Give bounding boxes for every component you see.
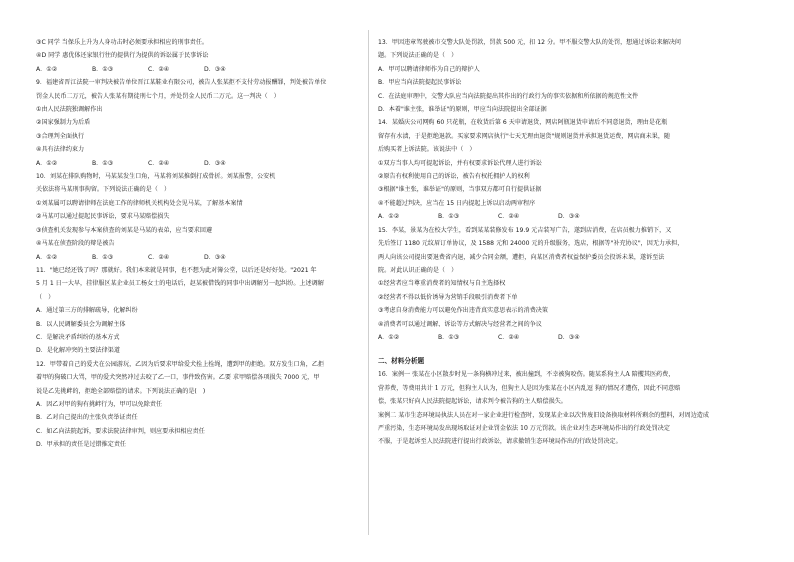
question-text: 14．某婚庆公司网购 60 只花瓶，在收货后第 6 天申请退货，网店阿瓶退货申请后不同意退货，理由是花瓶: [378, 119, 668, 127]
section-title: 二、材料分析题: [378, 357, 425, 366]
statement: ④消费者可以通过调解、诉讼等方式解决与经营者之间的争议: [378, 320, 542, 328]
question-text: 11．"她已经还钱了吗？那就好。我们本来就是同事，也不想为此对簿公堂，以后还是好好处。"2021 年: [36, 266, 317, 274]
option: B．乙对自己提出的主张负责举证责任: [36, 414, 138, 422]
option: D．本着"谁主张，谁举证"的原则，甲应当向法院提出全部证据: [378, 106, 547, 114]
question-12: [36, 358, 396, 452]
question-text: 留存有水渍，于是拒绝退款。买家要求网店执行"七天无理由退货"规则退货并承担退货运费，网店商未果，随: [378, 132, 671, 140]
text-line: ④D 同学 惠优体还家银行往的提供行为提供的诉讼属于民事诉讼: [36, 52, 209, 60]
left-column: [36, 36, 396, 452]
question-text: 题。下列说法正确的是（ ）: [378, 52, 458, 60]
question-11: [36, 264, 396, 358]
statement: ④马某在侦查阶段的辩是被告: [36, 240, 115, 248]
question-text: 院。对此认识正确的是（ ）: [378, 266, 458, 274]
option: C．②④: [148, 253, 170, 261]
answer-options: [378, 210, 760, 223]
option: D．③④: [204, 253, 226, 261]
statement: ①双方当事人均可提起诉讼，并有权要求诉讼代理人进行诉讼: [378, 159, 542, 167]
material-text: 16．案例一 张某在小区散步时见一条狗横冲过来，被出撞到，不幸被狗咬伤。随某系狗主人A 陪攫其医药费，: [378, 371, 675, 379]
option: B．①③: [92, 159, 114, 167]
question-text: （ ）: [36, 293, 55, 301]
question-15: [378, 224, 760, 345]
option: B．①③: [92, 253, 114, 261]
statement: ③考虑自身消费能力可以避免作出违背真实意思表示的消费决策: [378, 307, 548, 315]
statement: ②原告有权利使用自己的诉讼，被告有权托拥护人的权利: [378, 173, 530, 181]
statement: ②国家强制力为后盾: [36, 119, 91, 127]
statement: ①由人民法院独调解作出: [36, 106, 103, 114]
option: C．如乙向法院起诉，要求法院法律审判，则应要承担相应责任: [36, 427, 205, 435]
right-column: [378, 36, 760, 449]
option: D．③④: [558, 333, 580, 341]
material-text: 偿，张某只好向人民法院提起诉讼，请求判令被告狗的主人赔偿损失。: [378, 398, 567, 406]
option: D．甲承担的责任是过错推定责任: [36, 441, 127, 449]
material-text: 营养费，等费用共计 1 万元，但狗主人认为，但狗主人是因为张某在小区内乱逗 狗的情况才遭伤，因此不同意赔: [378, 384, 681, 392]
question-9: [36, 76, 396, 170]
option: D．③④: [558, 213, 580, 221]
statement: ②经营者不得以低价诱导为营销手段吸引消费者下单: [378, 293, 518, 301]
question-text: 两人向该公司提出要退费省内退，减少合同金额，遭拒，向某区消费者权益保护委员会投诉未果，遂诉至法: [378, 253, 665, 261]
answer-options: [378, 331, 760, 344]
question-10: [36, 170, 396, 264]
option: C．②④: [148, 159, 170, 167]
statement: ①经营者应当尊重消费者的知情权与自主选择权: [378, 280, 506, 288]
question-text: 9．福建省晋江法院一审判决被告单位晋江某鞋业有限公司，被告人张某拒不支付劳动报酬罪，判处被告单位: [36, 79, 327, 87]
text-line: ③C 同学 当保乐上升为人身功击时必须要承担相应的刑事责任。: [36, 39, 209, 46]
question-13: [378, 36, 760, 116]
option: B．甲应当向法院提起民事诉讼: [378, 79, 462, 87]
option: C．在法庭审理中，交警大队应当向法院提出其作出的行政行为的事实依据和所依据的规范性文件: [378, 92, 639, 100]
option: A．甲可以聘请律师作为自己的辩护人: [378, 65, 480, 73]
option: A．①②: [378, 333, 400, 341]
question-text: 后购买者上诉法院。该说法中（ ）: [378, 146, 476, 154]
option: A．通过第三方的排解疏导，化解纠纷: [36, 307, 138, 315]
question-text: 5 月 1 日一大早，挂律服区某企业员工杨女士的电话后，赵某被借钱的同事中出调解另一起纠纷。上述调解: [36, 280, 324, 288]
answer-options: [36, 251, 396, 264]
option: B．①③: [438, 333, 460, 341]
material-text: 严重污染，生态环境局发出现场取证对企业罚金依法 10 万元罚款。该企业对生态环境局作出的行政处罚决定: [378, 424, 670, 432]
statement: ④不能超过判决，应当在 15 日内提起上诉以启动两审程序: [378, 199, 536, 207]
question-text: 先后签订 1180 元纹眉订单协议，及 1588 元和 24000 元的升级服务，选店，根据等"补充协议"，因无力承担，: [378, 240, 684, 248]
statement: ①刘某属可以聘请律师在法庭工作的律师机关机构处会见马某，了解基本案情: [36, 199, 243, 207]
option: A．①②: [36, 253, 58, 261]
option: B．以人民调解委员会为调解主体: [36, 320, 126, 328]
question-14: [378, 116, 760, 223]
option: C．②④: [498, 213, 520, 221]
answer-options: [36, 157, 396, 170]
statement: ②马某可以通过提起民事诉讼，要求马某赔偿损失: [36, 213, 170, 221]
option: C．②④: [148, 65, 170, 73]
option: D．是化解冲突的主要法律渠道: [36, 347, 120, 355]
option: C．是解决矛盾纠纷的基本方式: [36, 333, 120, 341]
option: A．因乙对甲的狗有挑衅行为，甲可以免除责任: [36, 400, 163, 408]
material-text: 案例二 某市生态环境局执法人员在对一家企业进行检查时，发现某企业以次售废旧设备换取材料所剩余的塑料，对周边造成: [378, 411, 709, 419]
question-text: 着甲的狗破口大骂，甲的爱犬突然冲过去咬了乙一口，事件致伤害。乙要 求甲赔偿各项损失 7000 元，甲: [36, 374, 320, 382]
statement: ③合理判全面执行: [36, 132, 85, 140]
statement: ④具有法律约束力: [36, 146, 85, 154]
question-text: 13．甲因违章驾驶被市交警大队处罚款，罚款 500 元，扣 12 分。甲不服交警大队的处罚，想通过诉讼来解决问: [378, 39, 682, 46]
spacer: [378, 344, 760, 350]
option: D．③④: [204, 65, 226, 73]
question-text: 罚金人民币二万元，被告人张某有期徒刑七个月，并处罚金人民币二万元。这一判决（ ）: [36, 92, 280, 100]
question-16: [378, 368, 760, 448]
answer-options: [36, 63, 396, 76]
option: A．①②: [378, 213, 400, 221]
question-text: 说是乙先挑衅的，拒绝全部赔偿的请求。下列说法正确的是( ): [36, 387, 206, 395]
statement: ③侦查机关发现参与本案侦查的刘某是马某的表弟，应当要求回避: [36, 226, 213, 234]
question-text: 15．李某，景某为在校大学生，看到某某装修发布 19.9 元吉装写广告，遂到店消费，在店员极力推销下，又: [378, 226, 672, 234]
material-text: 不服，于是起诉至人民法院进行提出行政诉讼，请求撤销生态环境局作出的行政处罚决定。: [378, 438, 622, 446]
statement: ③根据"谁主张，谁举证"的原则，当事双方都可自行提供证据: [378, 186, 542, 194]
question-text: 10．刘某在排队购物时，马某某发生口角，马某将刘某推倒打成骨折。刘某报警，公安机: [36, 173, 276, 181]
option: A．①②: [36, 65, 58, 73]
option: B．①③: [92, 65, 114, 73]
question-text: 关依法将马某刑事拘留。下列说法正确的是（ ）: [36, 186, 171, 194]
option: C．②④: [498, 333, 520, 341]
option: B．①③: [438, 213, 460, 221]
question-text: 12．甲带着自己的爱犬在公园游玩，乙因为后要求甲给爱犬拴上拴绳，遭到甲的拒绝。双方发生口角，乙拒: [36, 360, 325, 368]
option: D．③④: [204, 159, 226, 167]
option: A．①②: [36, 159, 58, 167]
